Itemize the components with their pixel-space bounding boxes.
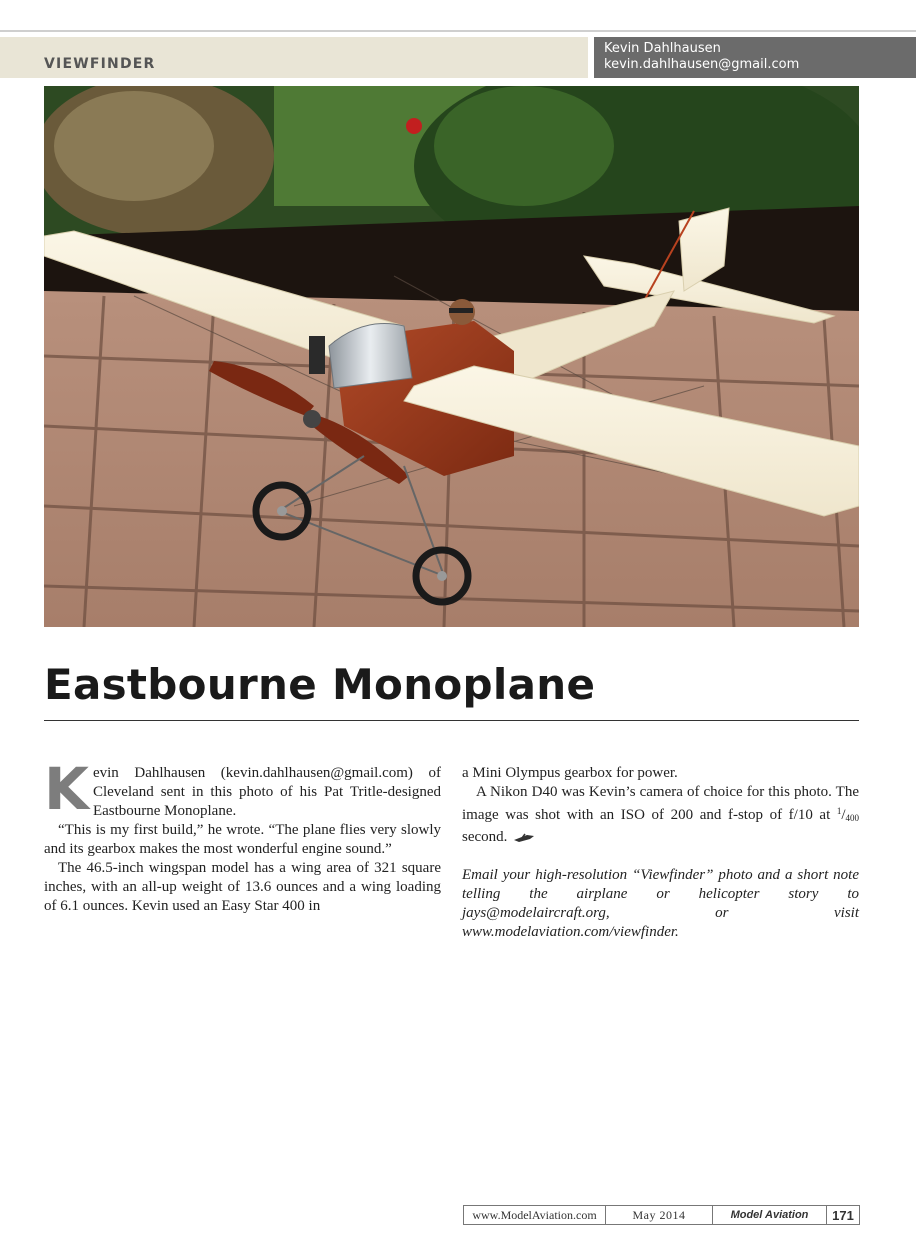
paragraph-camera-end: second. <box>462 829 508 845</box>
paragraph-specs-continued: a Mini Olympus gearbox for power. <box>462 765 678 781</box>
paragraph-specs: The 46.5-inch wingspan model has a wing area of 321 square inches, with an all-up weight of 13.6 ounces and a wing loading of 6.1 ounces. Kevin used an Easy Star 400 in <box>44 860 441 914</box>
article-end-plane-icon <box>513 833 535 843</box>
footer-date: May 2014 <box>606 1206 713 1224</box>
page-footer <box>463 1205 860 1225</box>
article-column-left <box>44 755 441 916</box>
article-column-right <box>462 764 859 942</box>
title-rule <box>44 720 859 721</box>
section-label: VIEWFINDER <box>44 56 156 72</box>
drop-cap: K <box>44 755 89 823</box>
airplane-photo-illustration <box>44 86 859 627</box>
article-title: Eastbourne Monoplane <box>44 660 596 709</box>
submission-note: Email your high-resolution “Viewfinder” photo and a short note telling the airplane or helicopter story to jays@modelaircraft.org, or visit www.modelaviation.com/viewfinder. <box>462 867 859 940</box>
fraction-denominator: 400 <box>845 813 859 823</box>
fraction-numerator: 1 <box>836 806 842 816</box>
author-email: kevin.dahlhausen@gmail.com <box>604 57 800 72</box>
paragraph-camera-text: A Nikon D40 was Kevin’s camera of choice for this photo. The image was shot with an ISO of 200 and f-stop of f/10 at <box>462 784 859 823</box>
footer-magazine: Model Aviation <box>713 1206 827 1224</box>
paragraph-camera: A Nikon D40 was Kevin’s camera of choice for this photo. The image was shot with an ISO of 200 and f-stop of f/10 at $^1/_{400}$ second. <box>462 784 859 845</box>
paragraph-intro <box>44 755 441 823</box>
paragraph-intro-text: evin Dahlhausen (kevin.dahlhausen@gmail.com) of Cleveland sent in this photo of his Pat Tritle-designed Eastbourne Monoplane. <box>92 765 441 819</box>
author-byline <box>594 37 916 78</box>
hero-photo <box>44 86 859 627</box>
paragraph-quote: “This is my first build,” he wrote. “The plane flies very slowly and its gearbox makes the most wonderful engine sound.” <box>44 822 441 857</box>
top-rule <box>0 30 916 32</box>
footer-page-number: 171 <box>832 1207 854 1223</box>
footer-url[interactable]: www.ModelAviation.com <box>464 1206 606 1224</box>
author-name: Kevin Dahlhausen <box>604 41 721 56</box>
